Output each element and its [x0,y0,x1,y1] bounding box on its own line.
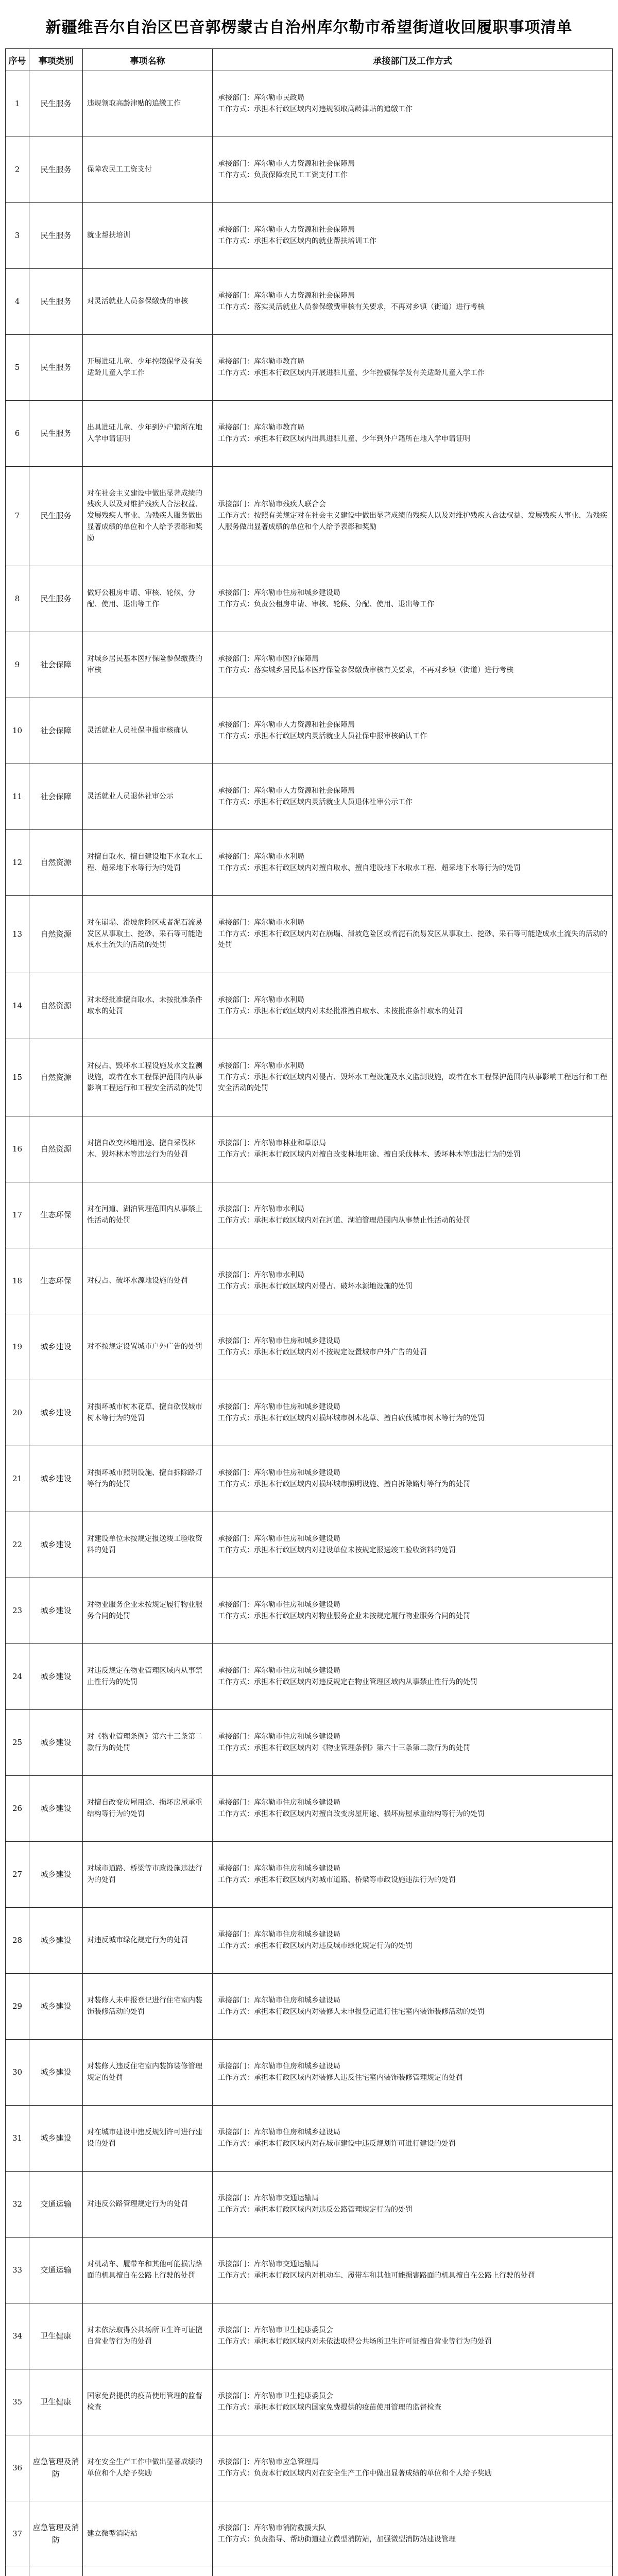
row-department-method [213,401,613,467]
row-category: 社会保障 [29,632,83,698]
row-work-method: 工作方式：落实灵活就业人员参保缴费审核有关要求，不再对乡镇（街道）进行考核 [218,302,485,311]
row-item-name: 对物业服务企业未按规定履行物业服务合同的处罚 [83,1578,213,1644]
row-work-method: 工作方式：承担本行政区域内对损坏城市照明设施、擅自拆除路灯等行为的处罚 [218,1480,470,1488]
row-department-method [213,1248,613,1314]
row-category: 生态环保 [29,1248,83,1314]
row-serial-number: 24 [6,1644,29,1710]
row-category: 城乡建设 [29,1842,83,1908]
row-category: 自然资源 [29,830,83,896]
row-work-method: 工作方式：承担本行政区域内对物业服务企业未按规定履行物业服务合同的处罚 [218,1612,470,1620]
row-item-name: 对在崩塌、滑坡危险区或者泥石流易发区从事取土、挖砂、采石等可能造成水土流失的活动的处罚 [83,896,213,973]
table-row [6,335,613,401]
row-category: 城乡建设 [29,1578,83,1644]
row-department-method [213,1039,613,1116]
row-work-method: 工作方式：承担本行政区域内对《物业管理条例》第六十三条第二款行为的处罚 [218,1743,470,1752]
row-category: 社会保障 [29,698,83,764]
row-serial-number: 5 [6,335,29,401]
row-serial-number: 17 [6,1182,29,1248]
row-category [29,2567,83,2576]
row-work-method: 工作方式：承担本行政区域内对在河道、湖泊管理范围内从事禁止性活动的处罚 [218,1216,470,1225]
table-row [6,203,613,269]
row-work-method: 工作方式：负责指导、帮助街道建立微型消防站，加强微型消防站建设管理 [218,2535,456,2544]
row-department: 承接部门：库尔勒市教育局 [218,423,304,432]
row-item-name: 保障农民工工资支付 [83,137,213,203]
row-department-method [213,764,613,830]
table-row [6,1039,613,1116]
table-row [6,71,613,137]
row-department: 承接部门：库尔勒市住房和城乡建设局 [218,2062,340,2071]
row-item-name: 对违反公路管理规定行为的处罚 [83,2172,213,2238]
header-serial-number: 序号 [6,49,29,71]
row-category: 交通运输 [29,2172,83,2238]
row-department: 承接部门：库尔勒市人力资源和社会保障局 [218,225,355,234]
row-department-method [213,1512,613,1578]
table-row [6,2106,613,2172]
row-work-method: 工作方式：承担本行政区域内对违反规定在物业管理区域内从事禁止性行为的处罚 [218,1677,477,1686]
row-work-method: 工作方式：承担本行政区域内开展进驻儿童、少年控辍保学及有关适龄儿童入学工作 [218,368,485,377]
row-department: 承接部门：库尔勒市水利局 [218,1270,304,1279]
table-row [6,1974,613,2040]
row-work-method: 工作方式：承担本行政区域内的就业帮扶培训工作 [218,236,376,245]
row-item-name: 对侵占、破坏水源地设施的处罚 [83,1248,213,1314]
row-department-method [213,2238,613,2303]
row-item-name: 对装修人未申报登记进行住宅室内装饰装修活动的处罚 [83,1974,213,2040]
row-item-name: 开展进驻儿童、少年控辍保学及有关适龄儿童入学工作 [83,335,213,401]
table-row [6,1908,613,1974]
row-department: 承接部门：库尔勒市住房和城乡建设局 [218,1930,340,1939]
row-department-method [213,1842,613,1908]
row-work-method: 工作方式：承担本行政区域内对机动车、履带车和其他可能损害路面的机具擅自在公路上行驶的处罚 [218,2271,535,2280]
row-work-method: 工作方式：落实城乡居民基本医疗保险参保缴费审核有关要求，不再对乡镇（街道）进行考核 [218,666,513,674]
row-work-method: 工作方式：承担本行政区域内对损坏城市树木花草、擅自砍伐城市树木等行为的处罚 [218,1414,485,1422]
row-item-name: 对灵活就业人员参保缴费的审核 [83,269,213,335]
row-serial-number: 22 [6,1512,29,1578]
row-department-method [213,896,613,973]
row-work-method: 工作方式：承担本行政区域内对违规领取高龄津贴的追缴工作 [218,105,413,113]
row-work-method: 工作方式：承担本行政区域内对违反公路管理规定行为的处罚 [218,2205,413,2214]
table-row [6,1776,613,1842]
row-department-method [213,1908,613,1974]
table-row [6,632,613,698]
row-department: 承接部门：库尔勒市水利局 [218,995,304,1004]
row-serial-number: 13 [6,896,29,973]
row-category: 社会保障 [29,764,83,830]
row-category: 城乡建设 [29,1380,83,1446]
row-item-name [83,2567,213,2576]
table-row [6,401,613,467]
row-serial-number: 23 [6,1578,29,1644]
row-category: 城乡建设 [29,1776,83,1842]
table-row [6,1842,613,1908]
row-department: 承接部门：库尔勒市人力资源和社会保障局 [218,159,355,168]
table-row [6,1380,613,1446]
table-row [6,698,613,764]
table-row [6,1644,613,1710]
row-department: 承接部门：库尔勒市水利局 [218,852,304,861]
row-department-method [213,2435,613,2501]
row-work-method: 工作方式：承担本行政区域内对擅自取水、擅自建设地下水取水工程、超采地下水等行为的处罚 [218,863,521,872]
row-serial-number: 14 [6,973,29,1039]
row-category: 城乡建设 [29,1314,83,1380]
row-item-name: 对《物业管理条例》第六十三条第二款行为的处罚 [83,1710,213,1776]
row-department: 承接部门：库尔勒市水利局 [218,1205,304,1213]
row-department: 承接部门：库尔勒市住房和城乡建设局 [218,1996,340,2005]
row-item-name: 对擅自改变房屋用途、损坏房屋承重结构等行为的处罚 [83,1776,213,1842]
row-department: 承接部门：库尔勒市人力资源和社会保障局 [218,786,355,795]
row-department-method [213,2369,613,2435]
row-department-method [213,137,613,203]
row-category: 自然资源 [29,1116,83,1182]
row-department-method [213,1182,613,1248]
row-item-name: 对城市道路、桥梁等市政设施违法行为的处罚 [83,1842,213,1908]
row-department-method [213,1116,613,1182]
table-row [6,269,613,335]
row-category: 自然资源 [29,1039,83,1116]
row-department-method [213,2106,613,2172]
row-item-name: 对擅自取水、擅自建设地下水取水工程、超采地下水等行为的处罚 [83,830,213,896]
row-item-name: 国家免费提供的疫苗使用管理的监督检查 [83,2369,213,2435]
row-work-method: 工作方式：承担本行政区域内对侵占、破坏水源地设施的处罚 [218,1282,413,1291]
row-item-name: 对侵占、毁坏水工程设施及水文监测设施，或者在水工程保护范围内从事影响工程运行和工程安全活动的处罚 [83,1039,213,1116]
document-title: 新疆维吾尔自治区巴音郭楞蒙古自治州库尔勒市希望街道收回履职事项清单 [45,19,573,37]
table-row [6,467,613,566]
table-row [6,1710,613,1776]
row-item-name: 建立微型消防站 [83,2501,213,2567]
row-department-method [213,467,613,566]
row-serial-number: 30 [6,2040,29,2106]
row-item-name: 对损坏城市树木花草、擅自砍伐城市树木等行为的处罚 [83,1380,213,1446]
row-category: 交通运输 [29,2238,83,2303]
row-category: 卫生健康 [29,2303,83,2369]
row-item-name: 灵活就业人员退休社审公示 [83,764,213,830]
row-work-method: 工作方式：承担本行政区域内对城市道路、桥梁等市政设施违法行为的处罚 [218,1875,456,1884]
row-department-method [213,1644,613,1710]
table-row [6,1182,613,1248]
row-serial-number: 37 [6,2501,29,2567]
row-work-method: 工作方式：承担本行政区域内对违反城市绿化规定行为的处罚 [218,1941,413,1950]
row-work-method: 工作方式：承担本行政区域内对擅自改变房屋用途、损坏房屋承重结构等行为的处罚 [218,1809,485,1818]
table-row [6,973,613,1039]
row-serial-number: 21 [6,1446,29,1512]
row-department-method [213,973,613,1039]
row-department: 承接部门：库尔勒市残疾人联合会 [218,500,326,509]
table-row [6,896,613,973]
row-work-method: 工作方式：按照有关规定对在社会主义建设中做出显著成绩的残疾人以及对维护残疾人合法权益、发展残疾人事业、为残疾人服务做出显著成绩的单位和个人给予表彰和奖励 [218,512,607,531]
row-serial-number: 11 [6,764,29,830]
row-department-method [213,1314,613,1380]
header-department-method: 承接部门及工作方式 [213,49,613,71]
table-row [6,1116,613,1182]
row-item-name: 对在河道、湖泊管理范围内从事禁止性活动的处罚 [83,1182,213,1248]
row-department: 承接部门：库尔勒市住房和城乡建设局 [218,1600,340,1609]
row-item-name: 对在社会主义建设中做出显著成绩的残疾人以及对维护残疾人合法权益、发展残疾人事业、为残疾人服务做出显著成绩的单位和个人给予表彰和奖励 [83,467,213,566]
row-serial-number: 10 [6,698,29,764]
row-serial-number: 29 [6,1974,29,2040]
table-row [6,2238,613,2303]
table-row [6,2369,613,2435]
row-serial-number: 2 [6,137,29,203]
row-serial-number: 9 [6,632,29,698]
row-item-name: 对擅自改变林地用途、擅自采伐林木、毁坏林木等违法行为的处罚 [83,1116,213,1182]
row-category: 应急管理及消防 [29,2435,83,2501]
row-department-method [213,830,613,896]
row-department-method [213,203,613,269]
row-department: 承接部门：库尔勒市住房和城乡建设局 [218,1732,340,1741]
table-row [6,2303,613,2369]
row-item-name: 对建设单位未按规定报送竣工验收资料的处罚 [83,1512,213,1578]
row-department: 承接部门：库尔勒市住房和城乡建设局 [218,1468,340,1477]
row-item-name: 对不按规定设置城市户外广告的处罚 [83,1314,213,1380]
row-category: 民生服务 [29,203,83,269]
row-work-method: 工作方式：承担本行政区域内对装修人未申报登记进行住宅室内装饰装修活动的处罚 [218,2007,485,2016]
row-work-method: 工作方式：负责本行政区域内对在安全生产工作中做出显著成绩的单位和个人给予奖励 [218,2469,492,2478]
row-category: 城乡建设 [29,1710,83,1776]
row-serial-number: 19 [6,1314,29,1380]
row-category: 民生服务 [29,401,83,467]
table-row [6,1248,613,1314]
row-work-method: 工作方式：承担本行政区域内灵活就业人员社保申报审核确认工作 [218,732,427,740]
header-category: 事项类别 [29,49,83,71]
row-item-name: 对违反城市绿化规定行为的处罚 [83,1908,213,1974]
row-department-method [213,71,613,137]
row-serial-number: 3 [6,203,29,269]
row-department-method [213,2303,613,2369]
row-work-method: 工作方式：负责保障农民工工资支付工作 [218,171,348,179]
row-department: 承接部门：库尔勒市教育局 [218,357,304,366]
row-department: 承接部门：库尔勒市水利局 [218,918,304,927]
row-category: 城乡建设 [29,1974,83,2040]
row-item-name: 灵活就业人员社保申报审核确认 [83,698,213,764]
row-serial-number: 16 [6,1116,29,1182]
row-serial-number: 28 [6,1908,29,1974]
row-department-method [213,2172,613,2238]
row-item-name: 对未依法取得公共场所卫生许可证擅自营业等行为的处罚 [83,2303,213,2369]
row-department-method [213,1380,613,1446]
row-category: 城乡建设 [29,1644,83,1710]
row-serial-number: 31 [6,2106,29,2172]
row-department-method [213,1974,613,2040]
row-serial-number: 32 [6,2172,29,2238]
row-work-method: 工作方式：承担本行政区域内出具进驻儿童、少年到外户籍所在地入学申请证明 [218,434,470,443]
table-row [6,2501,613,2567]
row-department-method [213,2567,613,2576]
table-body [6,71,613,2576]
row-department-method [213,1710,613,1776]
row-serial-number: 36 [6,2435,29,2501]
row-serial-number: 26 [6,1776,29,1842]
table-row [6,2040,613,2106]
row-work-method: 工作方式：承担本行政区域内国家免费提供的疫苗使用管理的监督检查 [218,2403,441,2412]
row-item-name: 对在安全生产工作中做出显著成绩的单位和个人给予奖励 [83,2435,213,2501]
row-category: 城乡建设 [29,2040,83,2106]
row-category: 城乡建设 [29,1512,83,1578]
row-department-method [213,1776,613,1842]
table-row [6,1446,613,1512]
row-serial-number: 4 [6,269,29,335]
table-row [6,2567,613,2576]
row-department: 承接部门：库尔勒市住房和城乡建设局 [218,1666,340,1675]
row-department-method [213,1446,613,1512]
row-department: 承接部门：库尔勒市住房和城乡建设局 [218,1534,340,1543]
table-row [6,2172,613,2238]
row-category: 应急管理及消防 [29,2501,83,2567]
row-item-name: 违规领取高龄津贴的追缴工作 [83,71,213,137]
row-department-method [213,2040,613,2106]
row-department-method [213,269,613,335]
row-department: 承接部门：库尔勒市卫生健康委员会 [218,2392,333,2400]
row-department: 承接部门：库尔勒市住房和城乡建设局 [218,1864,340,1873]
row-department: 承接部门：库尔勒市民政局 [218,93,304,102]
duty-list-table [5,48,613,2576]
table-row [6,137,613,203]
row-work-method: 工作方式：承担本行政区域内灵活就业人员退休社审公示工作 [218,798,413,806]
row-serial-number [6,2567,29,2576]
row-category: 民生服务 [29,269,83,335]
row-item-name: 就业帮扶培训 [83,203,213,269]
row-item-name: 做好公租房申请、审核、轮候、分配、使用、退出等工作 [83,566,213,632]
row-work-method: 工作方式：承担本行政区域内对在崩塌、滑坡危险区或者泥石流易发区从事取土、挖砂、采石等可能造成水土流失的活动的处罚 [218,929,607,950]
row-category: 民生服务 [29,566,83,632]
row-department: 承接部门：库尔勒市住房和城乡建设局 [218,1402,340,1411]
row-item-name: 对未经批准擅自取水、未按批准条件取水的处罚 [83,973,213,1039]
row-department: 承接部门：库尔勒市医疗保障局 [218,654,319,663]
row-category: 民生服务 [29,467,83,566]
row-work-method: 工作方式：承担本行政区域内对装修人违反住宅室内装饰装修管理规定的处罚 [218,2073,463,2082]
row-item-name: 对违反规定在物业管理区域内从事禁止性行为的处罚 [83,1644,213,1710]
row-work-method: 工作方式：承担本行政区域内对未依法取得公共场所卫生许可证擅自营业等行为的处罚 [218,2337,492,2346]
row-serial-number: 33 [6,2238,29,2303]
row-serial-number: 35 [6,2369,29,2435]
row-department: 承接部门：库尔勒市交通运输局 [218,2194,319,2202]
row-department-method [213,1578,613,1644]
table-row [6,830,613,896]
row-department: 承接部门：库尔勒市住房和城乡建设局 [218,588,340,597]
table-row [6,1578,613,1644]
row-serial-number: 25 [6,1710,29,1776]
row-work-method: 工作方式：承担本行政区域内对未经批准擅自取水、未按批准条件取水的处罚 [218,1007,463,1015]
table-row [6,566,613,632]
row-item-name: 出具进驻儿童、少年到外户籍所在地入学申请证明 [83,401,213,467]
row-category: 城乡建设 [29,1446,83,1512]
row-department: 承接部门：库尔勒市应急管理局 [218,2458,319,2466]
row-department: 承接部门：库尔勒市住房和城乡建设局 [218,1336,340,1345]
row-item-name: 对机动车、履带车和其他可能损害路面的机具擅自在公路上行驶的处罚 [83,2238,213,2303]
row-department-method [213,632,613,698]
row-department: 承接部门：库尔勒市人力资源和社会保障局 [218,291,355,300]
row-department-method [213,2501,613,2567]
row-category: 城乡建设 [29,2106,83,2172]
row-item-name: 对在城市建设中违反规划许可进行建设的处罚 [83,2106,213,2172]
row-department: 承接部门：库尔勒市卫生健康委员会 [218,2326,333,2334]
table-row [6,1512,613,1578]
row-serial-number: 27 [6,1842,29,1908]
row-work-method: 工作方式：承担本行政区域内对不按规定设置城市户外广告的处罚 [218,1348,427,1357]
table-row [6,1314,613,1380]
row-department-method [213,698,613,764]
row-category: 城乡建设 [29,1908,83,1974]
row-serial-number: 8 [6,566,29,632]
row-serial-number: 1 [6,71,29,137]
row-category: 卫生健康 [29,2369,83,2435]
row-item-name: 对装修人违反住宅室内装饰装修管理规定的处罚 [83,2040,213,2106]
row-category: 民生服务 [29,137,83,203]
row-work-method: 工作方式：承担本行政区域内对侵占、毁坏水工程设施及水文监测设施，或者在水工程保护范围内从事影响工程运行和工程安全活动的处罚 [218,1073,607,1093]
row-department-method [213,335,613,401]
row-serial-number: 34 [6,2303,29,2369]
row-serial-number: 15 [6,1039,29,1116]
table-header-row [6,49,613,71]
row-serial-number: 12 [6,830,29,896]
row-serial-number: 18 [6,1248,29,1314]
row-serial-number: 20 [6,1380,29,1446]
row-work-method: 工作方式：承担本行政区域内对擅自改变林地用途、擅自采伐林木、毁坏林木等违法行为的处罚 [218,1150,521,1159]
row-category: 民生服务 [29,335,83,401]
row-department: 承接部门：库尔勒市水利局 [218,1061,304,1070]
row-work-method: 工作方式：承担本行政区域内对在城市建设中违反规划许可进行建设的处罚 [218,2139,456,2148]
row-work-method: 工作方式：负责公租房申请、审核、轮候、分配、使用、退出等工作 [218,600,434,608]
row-department-method [213,566,613,632]
row-category: 民生服务 [29,71,83,137]
row-work-method: 工作方式：承担本行政区域内对建设单位未按规定报送竣工验收资料的处罚 [218,1546,456,1554]
row-category: 自然资源 [29,973,83,1039]
row-category: 自然资源 [29,896,83,973]
header-item-name: 事项名称 [83,49,213,71]
row-department: 承接部门：库尔勒市住房和城乡建设局 [218,1798,340,1807]
row-item-name: 对损坏城市照明设施、擅自拆除路灯等行为的处罚 [83,1446,213,1512]
row-department: 承接部门：库尔勒市交通运输局 [218,2260,319,2268]
row-serial-number: 7 [6,467,29,566]
row-department: 承接部门：库尔勒市人力资源和社会保障局 [218,720,355,729]
row-department: 承接部门：库尔勒市消防救援大队 [218,2523,326,2532]
row-category: 生态环保 [29,1182,83,1248]
row-department: 承接部门：库尔勒市住房和城乡建设局 [218,2128,340,2137]
table-row [6,2435,613,2501]
table-row [6,764,613,830]
row-item-name: 对城乡居民基本医疗保险参保缴费的审核 [83,632,213,698]
row-serial-number: 6 [6,401,29,467]
row-department: 承接部门：库尔勒市林业和草原局 [218,1139,326,1147]
